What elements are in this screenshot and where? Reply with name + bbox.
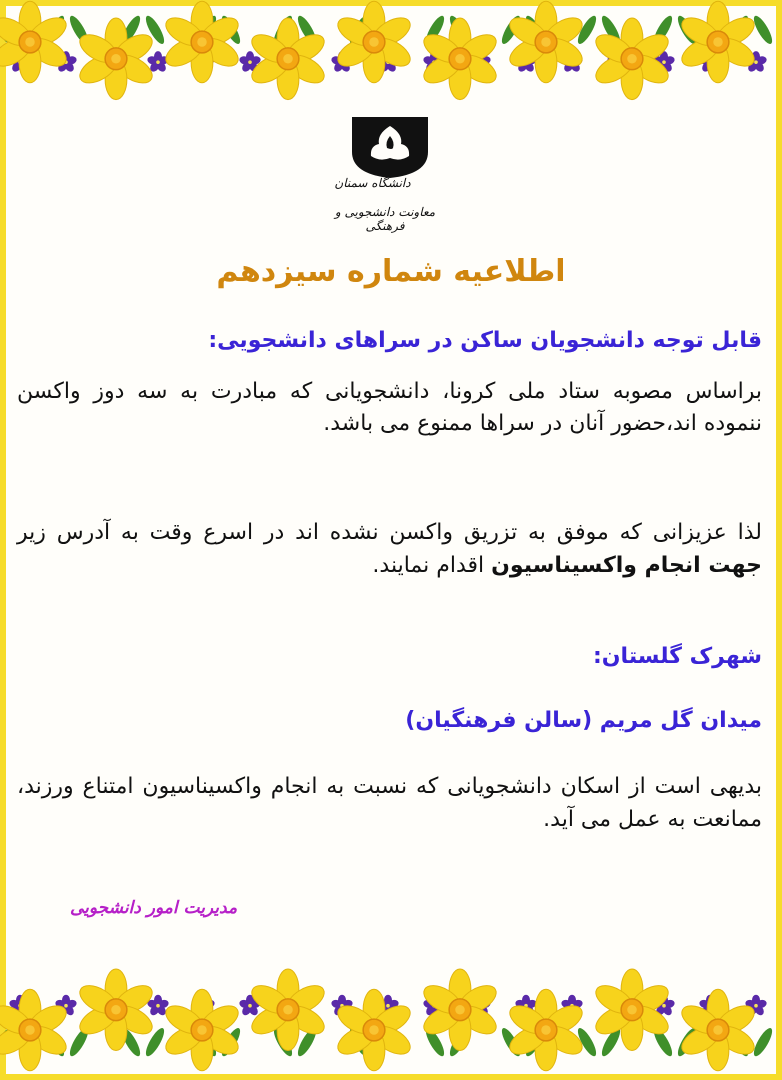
location-town: شهرک گلستان: — [592, 644, 762, 669]
paragraph-vaccine-rule — [17, 376, 762, 440]
paragraph-2-end: اقدام نمایند. — [372, 553, 492, 578]
daffodil-flower — [677, 1, 759, 83]
paragraph-vaccine-rule-text: براساس مصوبه ستاد ملی کرونا، دانشجویانی که مبادرت به سه دوز واکسن ننموده اند،حضور آنان در سراها ممنوع می باشد. — [17, 379, 762, 436]
paragraph-refusal-text: بدیهی است از اسکان دانشجویانی که نسبت به انجام واکسیناسیون امتناع ورزند، ممانعت به عمل می آید. — [17, 774, 762, 832]
paragraph-2-start: لذا عزیزانی که موفق به تزریق واکسن نشده اند در اسرع وقت به آدرس زیر — [17, 520, 762, 545]
paragraph-vaccination-request — [17, 516, 762, 582]
daffodil-flower — [247, 969, 329, 1051]
daffodil-flower — [75, 18, 157, 100]
paragraph-refusal-notice — [17, 770, 762, 836]
notice-subtitle: قابل توجه دانشجویان ساکن در سراهای دانشجویی: — [208, 328, 762, 353]
daffodil-flower — [75, 969, 157, 1051]
top-flower-garland — [0, 0, 782, 112]
logo-university-name: دانشگاه سمنان — [334, 176, 411, 190]
logo-department-name: معاونت دانشجویی و فرهنگی — [334, 205, 436, 233]
daffodil-flower — [161, 1, 243, 83]
location-place: میدان گل مریم (سالن فرهنگیان) — [405, 708, 762, 733]
notice-title: اطلاعیه شماره سیزدهم — [216, 254, 566, 289]
daffodil-flower — [161, 989, 243, 1071]
signature: مدیریت امور دانشجویی — [70, 898, 238, 918]
paragraph-2-bold: جهت انجام واکسیناسیون — [491, 553, 762, 578]
bottom-flower-garland — [0, 945, 782, 1080]
